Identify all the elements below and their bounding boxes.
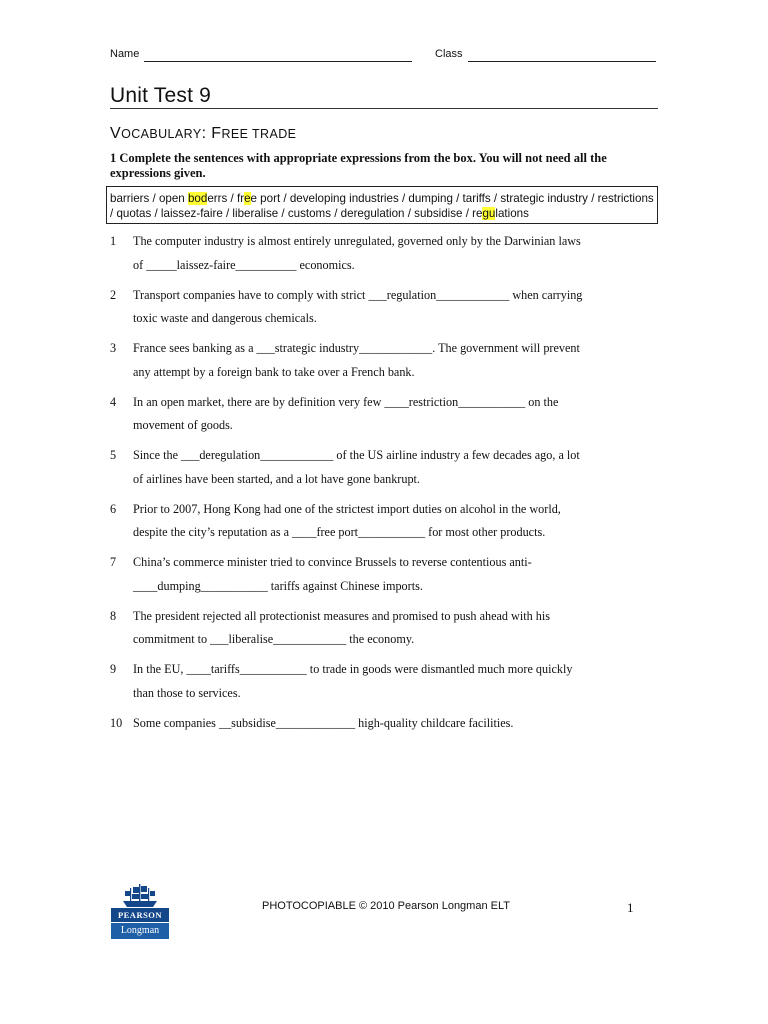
name-label: Name: [110, 48, 140, 60]
name-blank-line: [144, 61, 412, 62]
highlight: bod: [187, 192, 208, 205]
item-line: In the EU, ____tariffs___________ to trade in goods were dismantled much more quickly: [133, 662, 573, 676]
exercise-item: [110, 337, 658, 384]
exercise-item: [110, 712, 658, 736]
item-line: France sees banking as a ___strategic industry____________. The government will prevent: [133, 341, 580, 355]
item-line: movement of goods.: [133, 418, 233, 432]
item-number: 4: [110, 394, 117, 409]
highlight: gu: [482, 207, 496, 220]
item-line: than those to services.: [133, 685, 241, 700]
item-line: Some companies __subsidise_____________ high-quality childcare facilities.: [133, 715, 514, 730]
item-number: 5: [110, 448, 117, 462]
item-number: 3: [110, 341, 117, 355]
item-line: China’s commerce minister tried to convince Brussels to reverse contentious anti-: [133, 555, 532, 569]
exercise-item: [110, 444, 658, 491]
item-line: despite the city’s reputation as a ____free port___________ for most other products.: [133, 525, 546, 539]
item-number: 8: [110, 608, 117, 623]
exercise-item: [110, 658, 658, 705]
section-heading: VOCABULARY: FREE TRADE: [110, 125, 297, 142]
footer-copyright: PHOTOCOPIABLE © 2010 Pearson Longman ELT: [262, 900, 510, 912]
item-line: Prior to 2007, Hong Kong had one of the strictest import duties on alcohol in the world,: [133, 501, 561, 516]
item-number: 7: [110, 555, 117, 569]
item-line: of _____laissez-faire__________ economics.: [133, 257, 355, 272]
item-line: Since the ___deregulation____________ of the US airline industry a few decades ago, a lot: [133, 448, 580, 462]
exercise-list: [110, 230, 658, 735]
item-number: 10: [110, 715, 123, 730]
exercise-item: [110, 498, 658, 545]
pearson-wordmark: PEARSON: [111, 908, 169, 922]
item-number: 2: [110, 287, 117, 302]
item-line: toxic waste and dangerous chemicals.: [133, 311, 317, 325]
page-number: 1: [627, 900, 634, 915]
item-line: The president rejected all protectionist measures and promised to push ahead with his: [133, 608, 550, 623]
exercise-item: [110, 284, 658, 331]
item-line: commitment to ___liberalise____________ the economy.: [133, 632, 415, 646]
highlight: e: [244, 192, 251, 205]
item-line: The computer industry is almost entirely unregulated, governed only by the Darwinian laws: [133, 234, 581, 248]
word-box: barriers / open boderrs / free port / developing industries / dumping / tariffs / strategic industry / restrictions / quotas / laissez-faire / liberalise / customs / deregulation / subsidise / regulations: [106, 186, 658, 224]
class-blank-line: [468, 61, 656, 62]
item-number: 6: [110, 501, 117, 516]
header-fields: [110, 48, 658, 64]
ship-icon: [111, 882, 169, 908]
exercise-item: [110, 230, 658, 277]
item-line: Transport companies have to comply with strict ___regulation____________ when carrying: [133, 287, 583, 302]
class-label: Class: [435, 48, 463, 60]
item-line: ____dumping___________ tariffs against Chinese imports.: [133, 578, 423, 593]
exercise-item: [110, 605, 658, 652]
title-divider: [110, 108, 658, 109]
item-number: 1: [110, 234, 117, 248]
item-line: any attempt by a foreign bank to take over a French bank.: [133, 364, 415, 379]
exercise-item: [110, 551, 658, 598]
longman-wordmark: Longman: [111, 923, 169, 939]
item-line: of airlines have been started, and a lot have gone bankrupt.: [133, 471, 420, 486]
exercise-item: [110, 391, 658, 438]
item-line: In an open market, there are by definition very few ____restriction___________ on the: [133, 394, 559, 409]
item-number: 9: [110, 662, 117, 676]
page-title: Unit Test 9: [110, 84, 212, 107]
instructions: 1 Complete the sentences with appropriate expressions from the box. You will not need all the expressions given.: [110, 151, 607, 180]
